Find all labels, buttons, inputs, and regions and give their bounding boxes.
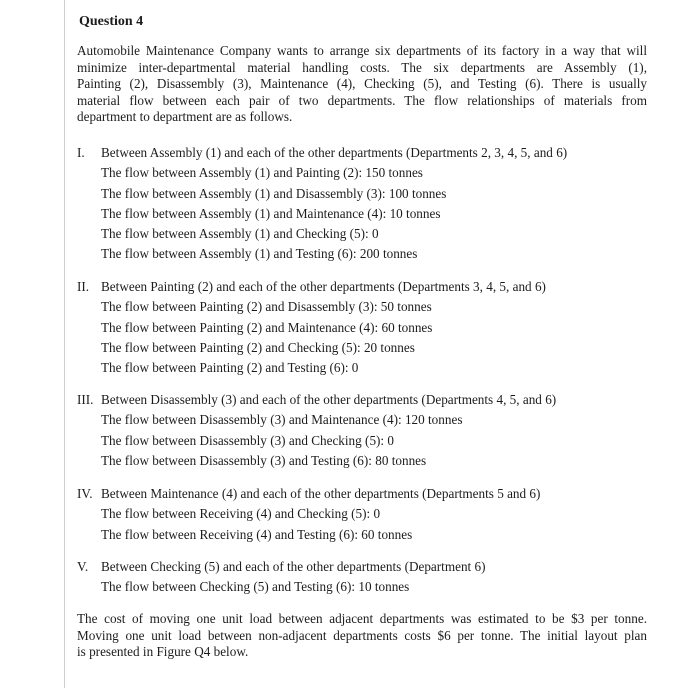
flow-section-2: [77, 277, 546, 378]
flow-item: The flow between Assembly (1) and Disassembly (3): 100 tonnes: [101, 185, 447, 201]
flow-item: The flow between Painting (2) and Testing (6): 0: [101, 360, 359, 376]
intro-line: Painting (2), Disassembly (3), Maintenance (4), Checking (5), and Testing (6). There is usually: [77, 76, 647, 91]
intro-line: department to department are as follows.: [77, 109, 293, 124]
section-numeral: IV.: [77, 486, 93, 501]
closing-line: The cost of moving one unit load between adjacent departments was estimated to be $3 per tonne.: [77, 611, 647, 626]
section-heading-row: [77, 484, 540, 504]
intro-line: Automobile Maintenance Company wants to arrange six departments of its factory in a way that will: [77, 43, 647, 58]
section-heading: Between Assembly (1) and each of the other departments (Departments 2, 3, 4, 5, and 6): [101, 145, 568, 160]
flow-section-4: [77, 484, 540, 545]
flow-item: The flow between Painting (2) and Checking (5): 20 tonnes: [101, 339, 415, 355]
closing-line: is presented in Figure Q4 below.: [77, 644, 249, 659]
intro-line: minimize inter-departmental material handling costs. The six departments are Assembly (1),: [77, 59, 647, 75]
intro-line: material flow between each pair of two departments. The flow relationships of materials from: [77, 92, 647, 108]
closing-paragraph: [77, 611, 647, 661]
flow-item: The flow between Assembly (1) and Maintenance (4): 10 tonnes: [101, 205, 441, 221]
section-numeral: I.: [77, 145, 85, 160]
flow-item: The flow between Receiving (4) and Checking (5): 0: [101, 506, 381, 522]
flow-item: The flow between Assembly (1) and Checking (5): 0: [101, 226, 379, 242]
intro-paragraph: [77, 43, 647, 126]
flow-item: The flow between Disassembly (3) and Checking (5): 0: [101, 432, 394, 448]
section-heading: Between Disassembly (3) and each of the other departments (Departments 4, 5, and 6): [101, 392, 557, 407]
section-heading-row: [77, 143, 567, 163]
question-title: Question 4: [79, 14, 144, 29]
section-heading-row: [77, 390, 556, 410]
flow-item: The flow between Disassembly (3) and Maintenance (4): 120 tonnes: [101, 412, 463, 428]
flow-item: The flow between Checking (5) and Testing (6): 10 tonnes: [101, 579, 410, 595]
section-numeral: V.: [77, 559, 89, 574]
flow-section-3: [77, 390, 556, 471]
flow-item: The flow between Assembly (1) and Testing (6): 200 tonnes: [101, 246, 418, 262]
section-heading-row: [77, 277, 546, 297]
flow-item: The flow between Painting (2) and Disassembly (3): 50 tonnes: [101, 299, 432, 315]
flow-item: The flow between Disassembly (3) and Testing (6): 80 tonnes: [101, 452, 427, 468]
section-heading: Between Checking (5) and each of the other departments (Department 6): [101, 559, 486, 574]
flow-item: The flow between Painting (2) and Maintenance (4): 60 tonnes: [101, 319, 433, 335]
section-heading: Between Painting (2) and each of the other departments (Departments 3, 4, 5, and 6): [101, 279, 546, 294]
section-numeral: III.: [77, 392, 94, 407]
section-heading: Between Maintenance (4) and each of the other departments (Departments 5 and 6): [101, 486, 541, 501]
flow-item: The flow between Assembly (1) and Painting (2): 150 tonnes: [101, 165, 423, 181]
flow-item: The flow between Receiving (4) and Testing (6): 60 tonnes: [101, 526, 413, 542]
flow-section-5: [77, 557, 486, 598]
section-heading-row: [77, 557, 486, 577]
page-left-border: [64, 0, 65, 688]
section-numeral: II.: [77, 279, 90, 294]
flow-section-1: [77, 143, 567, 265]
closing-line: Moving one unit load between non-adjacent departments costs $6 per tonne. The initial layout plan: [77, 627, 647, 643]
